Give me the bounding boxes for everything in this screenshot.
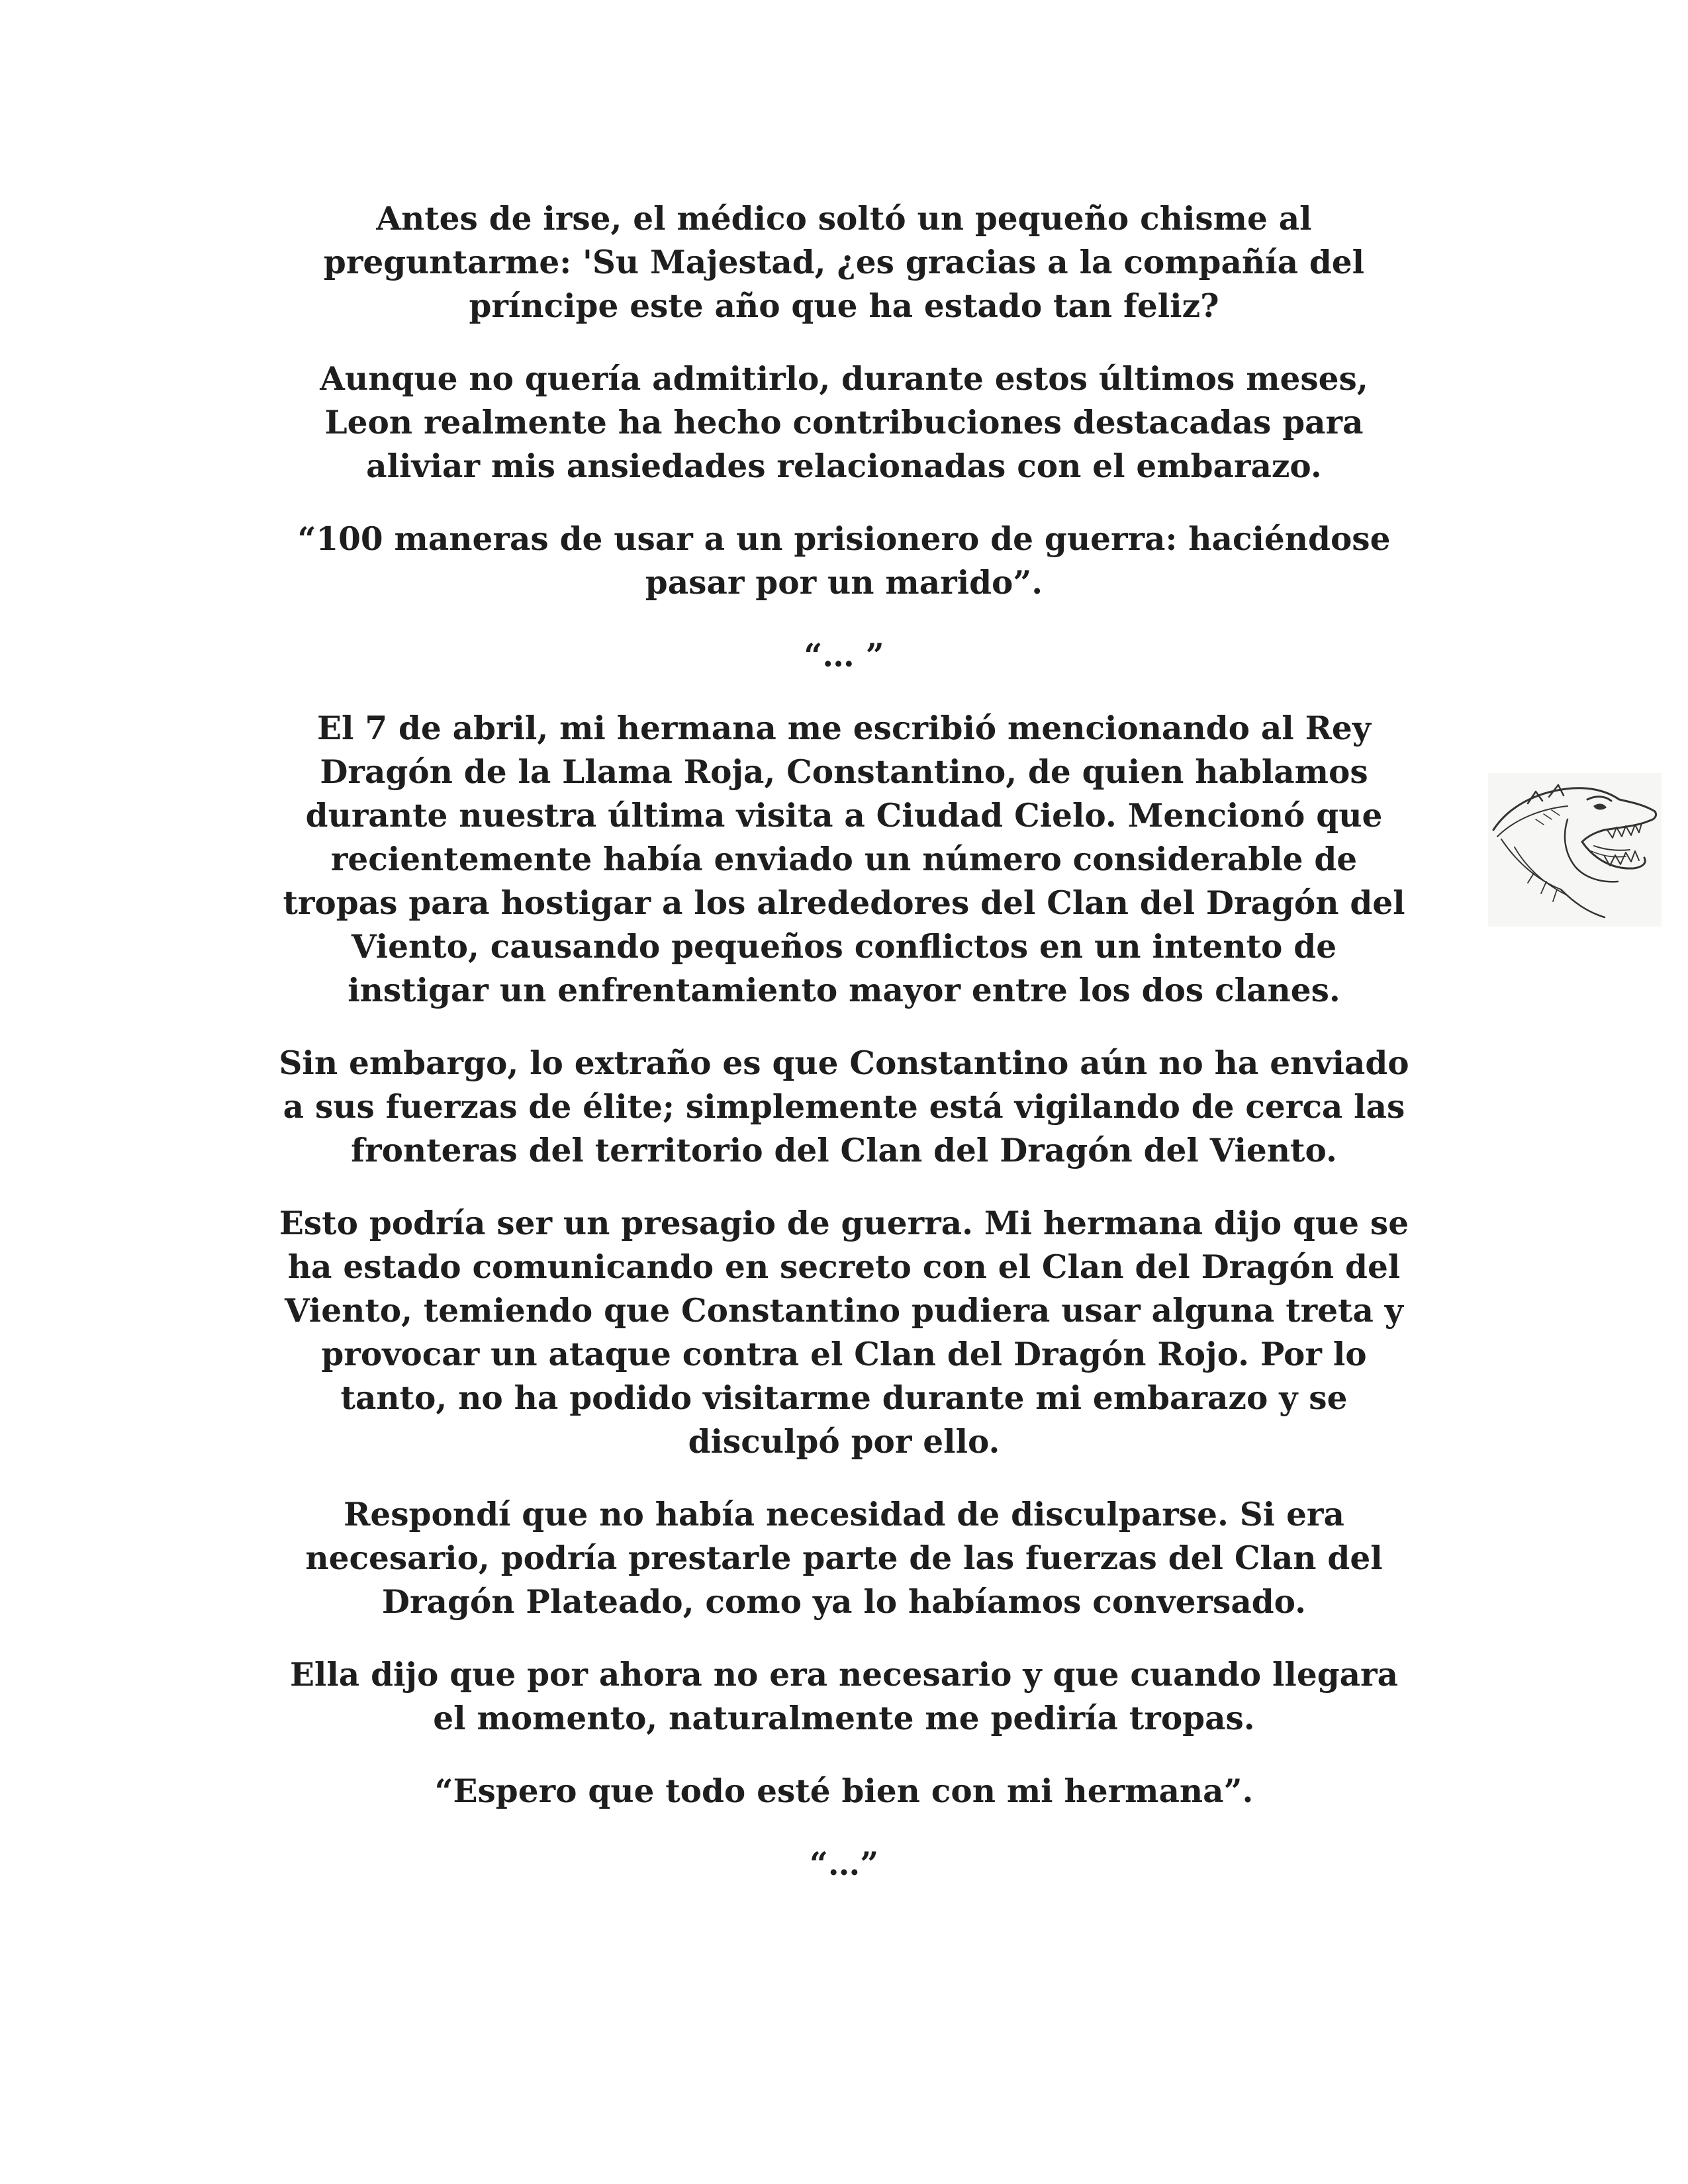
paragraph-constantino-borders <box>218 1042 1470 1173</box>
paragraph-ellipsis-quote <box>218 634 1470 678</box>
text-line: necesario, podría prestarle parte de las fuerzas del Clan del <box>305 1539 1383 1577</box>
text-line: Viento, causando pequeños conflictos en un intento de <box>351 928 1337 966</box>
text-line: ha estado comunicando en secreto con el Clan del Dragón del <box>287 1248 1401 1286</box>
text-line: Dragón Plateado, como ya lo habíamos conversado. <box>381 1583 1307 1621</box>
text-line: instigar un enfrentamiento mayor entre los dos clanes. <box>348 972 1340 1009</box>
text-line: Esto podría ser un presagio de guerra. Mi hermana dijo que se <box>279 1205 1409 1242</box>
text-line: Antes de irse, el médico soltó un pequeño chisme al <box>376 200 1312 238</box>
text-line: pasar por un marido”. <box>645 564 1043 602</box>
paragraph-final-ellipsis <box>218 1843 1470 1886</box>
paragraph-doctor-gossip <box>218 197 1470 328</box>
body-text <box>218 197 1470 1915</box>
text-line: aliviar mis ansiedades relacionadas con el embarazo. <box>366 447 1322 485</box>
text-line: Sin embargo, lo extraño es que Constantino aún no ha enviado <box>279 1044 1409 1082</box>
text-line: el momento, naturalmente me pediría tropas. <box>433 1700 1255 1737</box>
text-line: Viento, temiendo que Constantino pudiera usar alguna treta y <box>285 1292 1403 1330</box>
paragraph-reply-offer <box>218 1493 1470 1624</box>
text-line: Ella dijo que por ahora no era necesario y que cuando llegara <box>289 1656 1399 1694</box>
text-line: príncipe este año que ha estado tan feliz? <box>469 287 1219 325</box>
text-line: disculpó por ello. <box>688 1423 1000 1461</box>
text-line: “…” <box>809 1845 879 1883</box>
text-line: recientemente había enviado un número considerable de <box>330 841 1358 878</box>
paragraph-leon-contributions <box>218 357 1470 488</box>
text-line: El 7 de abril, mi hermana me escribió mencionando al Rey <box>317 709 1371 747</box>
dragon-head-sketch-icon <box>1488 773 1662 927</box>
text-line: fronteras del territorio del Clan del Dragón del Viento. <box>351 1132 1337 1169</box>
paragraph-prisoner-quote <box>218 518 1470 605</box>
text-line: tropas para hostigar a los alrededores del Clan del Dragón del <box>283 884 1405 922</box>
paragraph-war-omen <box>218 1202 1470 1464</box>
paragraph-sister-answer <box>218 1653 1470 1741</box>
text-line: a sus fuerzas de élite; simplemente está vigilando de cerca las <box>283 1088 1405 1126</box>
text-line: “Espero que todo esté bien con mi hermana”. <box>434 1772 1254 1810</box>
text-line: Aunque no quería admitirlo, durante estos últimos meses, <box>320 360 1368 398</box>
text-line: tanto, no ha podido visitarme durante mi embarazo y se <box>340 1379 1348 1417</box>
paragraph-hope-quote <box>218 1770 1470 1813</box>
text-line: “… ” <box>804 637 884 674</box>
text-line: “100 maneras de usar a un prisionero de guerra: haciéndose <box>297 520 1391 558</box>
text-line: provocar un ataque contra el Clan del Dragón Rojo. Por lo <box>321 1336 1367 1373</box>
text-line: preguntarme: 'Su Majestad, ¿es gracias a la compañía del <box>323 244 1365 281</box>
paragraph-sister-letter <box>218 707 1470 1013</box>
text-line: Leon realmente ha hecho contribuciones destacadas para <box>324 404 1364 441</box>
text-line: Respondí que no había necesidad de disculparse. Si era <box>344 1496 1344 1533</box>
text-line: durante nuestra última visita a Ciudad Cielo. Mencionó que <box>305 797 1383 835</box>
text-line: Dragón de la Llama Roja, Constantino, de quien hablamos <box>320 753 1368 791</box>
